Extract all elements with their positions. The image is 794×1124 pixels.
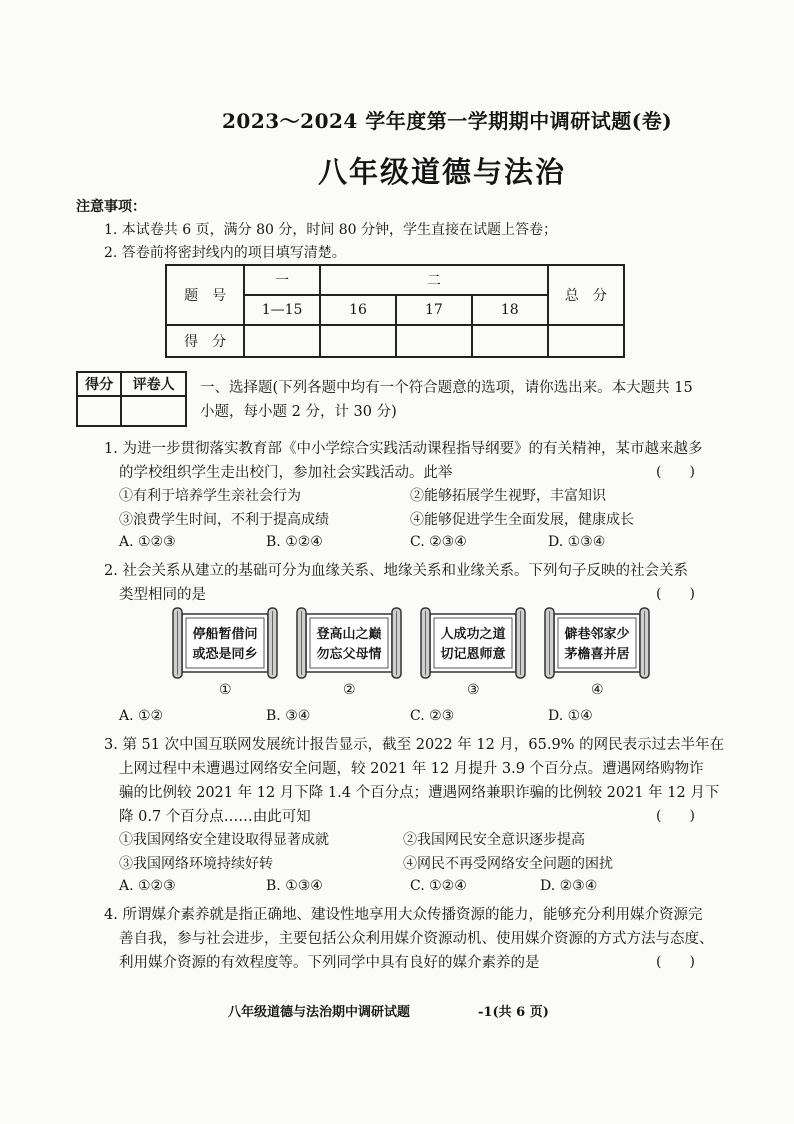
q2-choice-d: D. ①④ <box>548 708 593 724</box>
q1-choice-b: B. ①②④ <box>266 534 323 550</box>
total-header: 总 分 <box>548 265 624 325</box>
notice-item-2: 2. 答卷前将密封线内的项目填写清楚。 <box>104 245 346 261</box>
q2-choice-b: B. ③④ <box>266 708 311 724</box>
q3-stem-4: 降 0.7 个百分点……由此可知 <box>119 809 311 825</box>
q4-stem-3: 利用媒介资源的有效程度等。下列同学中具有良好的媒介素养的是 <box>119 955 540 971</box>
q4-answer-paren: ( ) <box>656 954 695 970</box>
exam-title: 2023～2024 学年度第一学期期中调研试题(卷) <box>222 109 673 133</box>
score-cell <box>396 325 472 357</box>
q1-choice-c: C. ②③④ <box>410 534 467 550</box>
scroll-number-3: ③ <box>467 682 480 698</box>
q3-answer-paren: ( ) <box>656 808 695 824</box>
q1-stem: 1. 为进一步贯彻落实教育部《中小学综合实践活动课程指导纲要》的有关精神，某市越来越多 <box>104 441 703 457</box>
q3-stem-3: 骗的比例较 2021 年 12 月下降 1.4 个百分点；遭遇网络兼职诈骗的比例较 2021 年 12 月下 <box>119 785 720 801</box>
q1-option-4: ④能够促进学生全面发展，健康成长 <box>410 512 634 528</box>
q1-choice-d: D. ①③④ <box>548 534 606 550</box>
part-one-header: 一 <box>244 265 320 295</box>
q1-answer-paren: ( ) <box>656 464 695 480</box>
section-instructions: 一、选择题(下列各题中均有一个符合题意的选项，请你选出来。本大题共 15 <box>200 380 693 396</box>
q3-stem-2: 上网过程中未遭遇过网络安全问题，较 2021 年 12 月提升 3.9 个百分点。遭遇网络购物诈 <box>119 761 704 777</box>
page-number: -1(共 6 页) <box>478 1005 549 1020</box>
grader-score-cell <box>77 396 121 426</box>
section-instructions-2: 小题，每小题 2 分，计 30 分) <box>200 404 397 420</box>
sub-header-18: 18 <box>472 295 548 325</box>
sub-header-17: 17 <box>396 295 472 325</box>
q3-option-3: ③我国网络环境持续好转 <box>119 856 273 872</box>
scroll-number-2: ② <box>343 682 356 698</box>
grader-name-label: 评卷人 <box>121 372 186 396</box>
q1-option-2: ②能够拓展学生视野，丰富知识 <box>410 488 606 504</box>
q1-option-1: ①有利于培养学生亲社会行为 <box>119 488 301 504</box>
q2-choice-c: C. ②③ <box>410 708 455 724</box>
score-table <box>165 264 625 358</box>
part-two-header: 二 <box>320 265 548 295</box>
q1-choice-a: A. ①②③ <box>119 534 176 550</box>
grader-name-cell <box>121 396 186 426</box>
subject-title: 八年级道德与法治 <box>318 155 567 189</box>
q4-stem: 4. 所谓媒介素养就是指正确地、建设性地享用大众传播资源的能力，能够充分利用媒介资源完 <box>104 907 703 923</box>
score-cell <box>472 325 548 357</box>
q3-choice-d: D. ②③④ <box>540 878 598 894</box>
q3-option-2: ②我国网民安全意识逐步提高 <box>403 832 585 848</box>
score-cell <box>320 325 396 357</box>
sub-header-1: 1—15 <box>244 295 320 325</box>
scroll-number-1: ① <box>219 682 232 698</box>
scroll-text: 僻巷邻家少茅檐喜并居 <box>564 627 630 662</box>
footer-title: 八年级道德与法治期中调研试题 <box>228 1005 411 1020</box>
q1-stem-2: 的学校组织学生走出校门，参加社会实践活动。此举 <box>119 465 453 481</box>
notice-item-1: 1. 本试卷共 6 页，满分 80 分，时间 80 分钟，学生直接在试题上答卷； <box>104 222 558 238</box>
q2-answer-paren: ( ) <box>656 586 695 602</box>
scroll-1 <box>172 605 278 681</box>
q3-stem: 3. 第 51 次中国互联网发展统计报告显示，截至 2022 年 12 月，65.9% 的网民表示过去半年在 <box>104 737 725 753</box>
score-cell <box>548 325 624 357</box>
row-label-question: 题 号 <box>166 265 244 325</box>
grader-score-label: 得分 <box>77 372 121 396</box>
q3-choice-b: B. ①③④ <box>266 878 323 894</box>
scroll-4 <box>544 605 650 681</box>
q3-choice-a: A. ①②③ <box>119 878 176 894</box>
score-cell <box>244 325 320 357</box>
scroll-text: 登高山之巅勿忘父母情 <box>316 627 382 662</box>
scroll-3 <box>420 605 526 681</box>
q2-stem: 2. 社会关系从建立的基础可分为血缘关系、地缘关系和业缘关系。下列句子反映的社会关系 <box>104 563 688 579</box>
scroll-number-4: ④ <box>591 682 604 698</box>
scroll-text: 人成功之道切记恩师意 <box>440 627 506 662</box>
sub-header-16: 16 <box>320 295 396 325</box>
scroll-2 <box>296 605 402 681</box>
q1-option-3: ③浪费学生时间，不利于提高成绩 <box>119 512 329 528</box>
q2-choice-a: A. ①② <box>119 708 164 724</box>
q3-option-1: ①我国网络安全建设取得显著成就 <box>119 832 329 848</box>
scroll-text: 停船暂借问或恐是同乡 <box>192 627 258 662</box>
q3-option-4: ④网民不再受网络安全问题的困扰 <box>403 856 613 872</box>
row-label-score: 得 分 <box>166 325 244 357</box>
q4-stem-2: 善自我，参与社会进步，主要包括公众利用媒介资源动机、使用媒介资源的方式方法与态度、 <box>119 931 714 947</box>
q3-choice-c: C. ①②④ <box>410 878 467 894</box>
grader-table <box>76 371 187 427</box>
q2-stem-2: 类型相同的是 <box>119 587 206 603</box>
notice-heading: 注意事项： <box>76 199 146 215</box>
